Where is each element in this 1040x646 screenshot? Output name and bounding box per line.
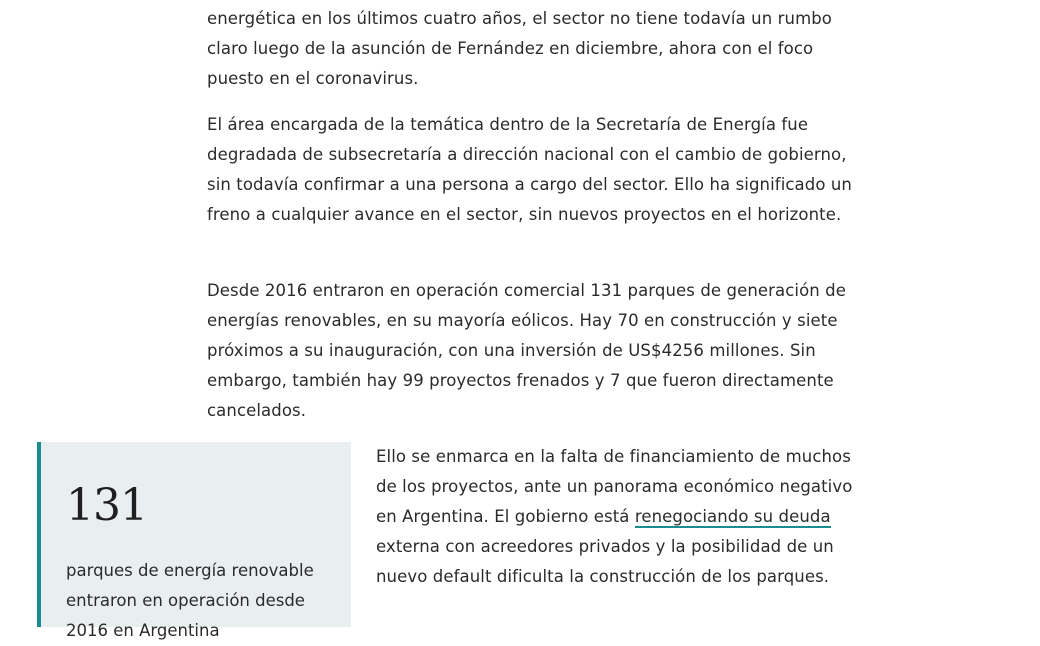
article-paragraph-2: El área encargada de la temática dentro de la Secretaría de Energía fue degradada de subsecretaría a dirección nacional con el cambio de gobierno, sin todavía confirmar a una persona a cargo del sector. Ello ha significado un freno a cualquier avance en el sector, sin nuevos proyectos en el horizonte. xyxy=(207,115,852,224)
callout-number: 131 xyxy=(66,480,147,531)
debt-renegotiation-link[interactable]: renegociando su deuda xyxy=(634,507,831,526)
article-paragraph-3: Desde 2016 entraron en operación comercial 131 parques de generación de energías renovables, en su mayoría eólicos. Hay 70 en construcción y siete próximos a su inauguración, con una inversión de US$4256 millones. Sin embargo, también hay 99 proyectos frenados y 7 que fueron directamente cancelados. xyxy=(207,281,846,420)
callout-text: parques de energía renovable entraron en operación desde 2016 en Argentina xyxy=(66,561,314,640)
stat-callout xyxy=(37,442,351,640)
article-paragraph-4 xyxy=(376,442,866,592)
paragraph-4-text-start: Ello se enmarca en la falta de financiamiento de muchos de los proyectos, ante un panorama económico negativo en Argentina. El gobierno está xyxy=(376,447,853,526)
paragraph-4-text-end: externa con acreedores privados y la posibilidad de un nuevo default dificulta la construcción de los parques. xyxy=(376,537,834,586)
article-paragraph-1: energética en los últimos cuatro años, el sector no tiene todavía un rumbo claro luego de la asunción de Fernández en diciembre, ahora con el foco puesto en el coronavirus. xyxy=(207,9,833,88)
